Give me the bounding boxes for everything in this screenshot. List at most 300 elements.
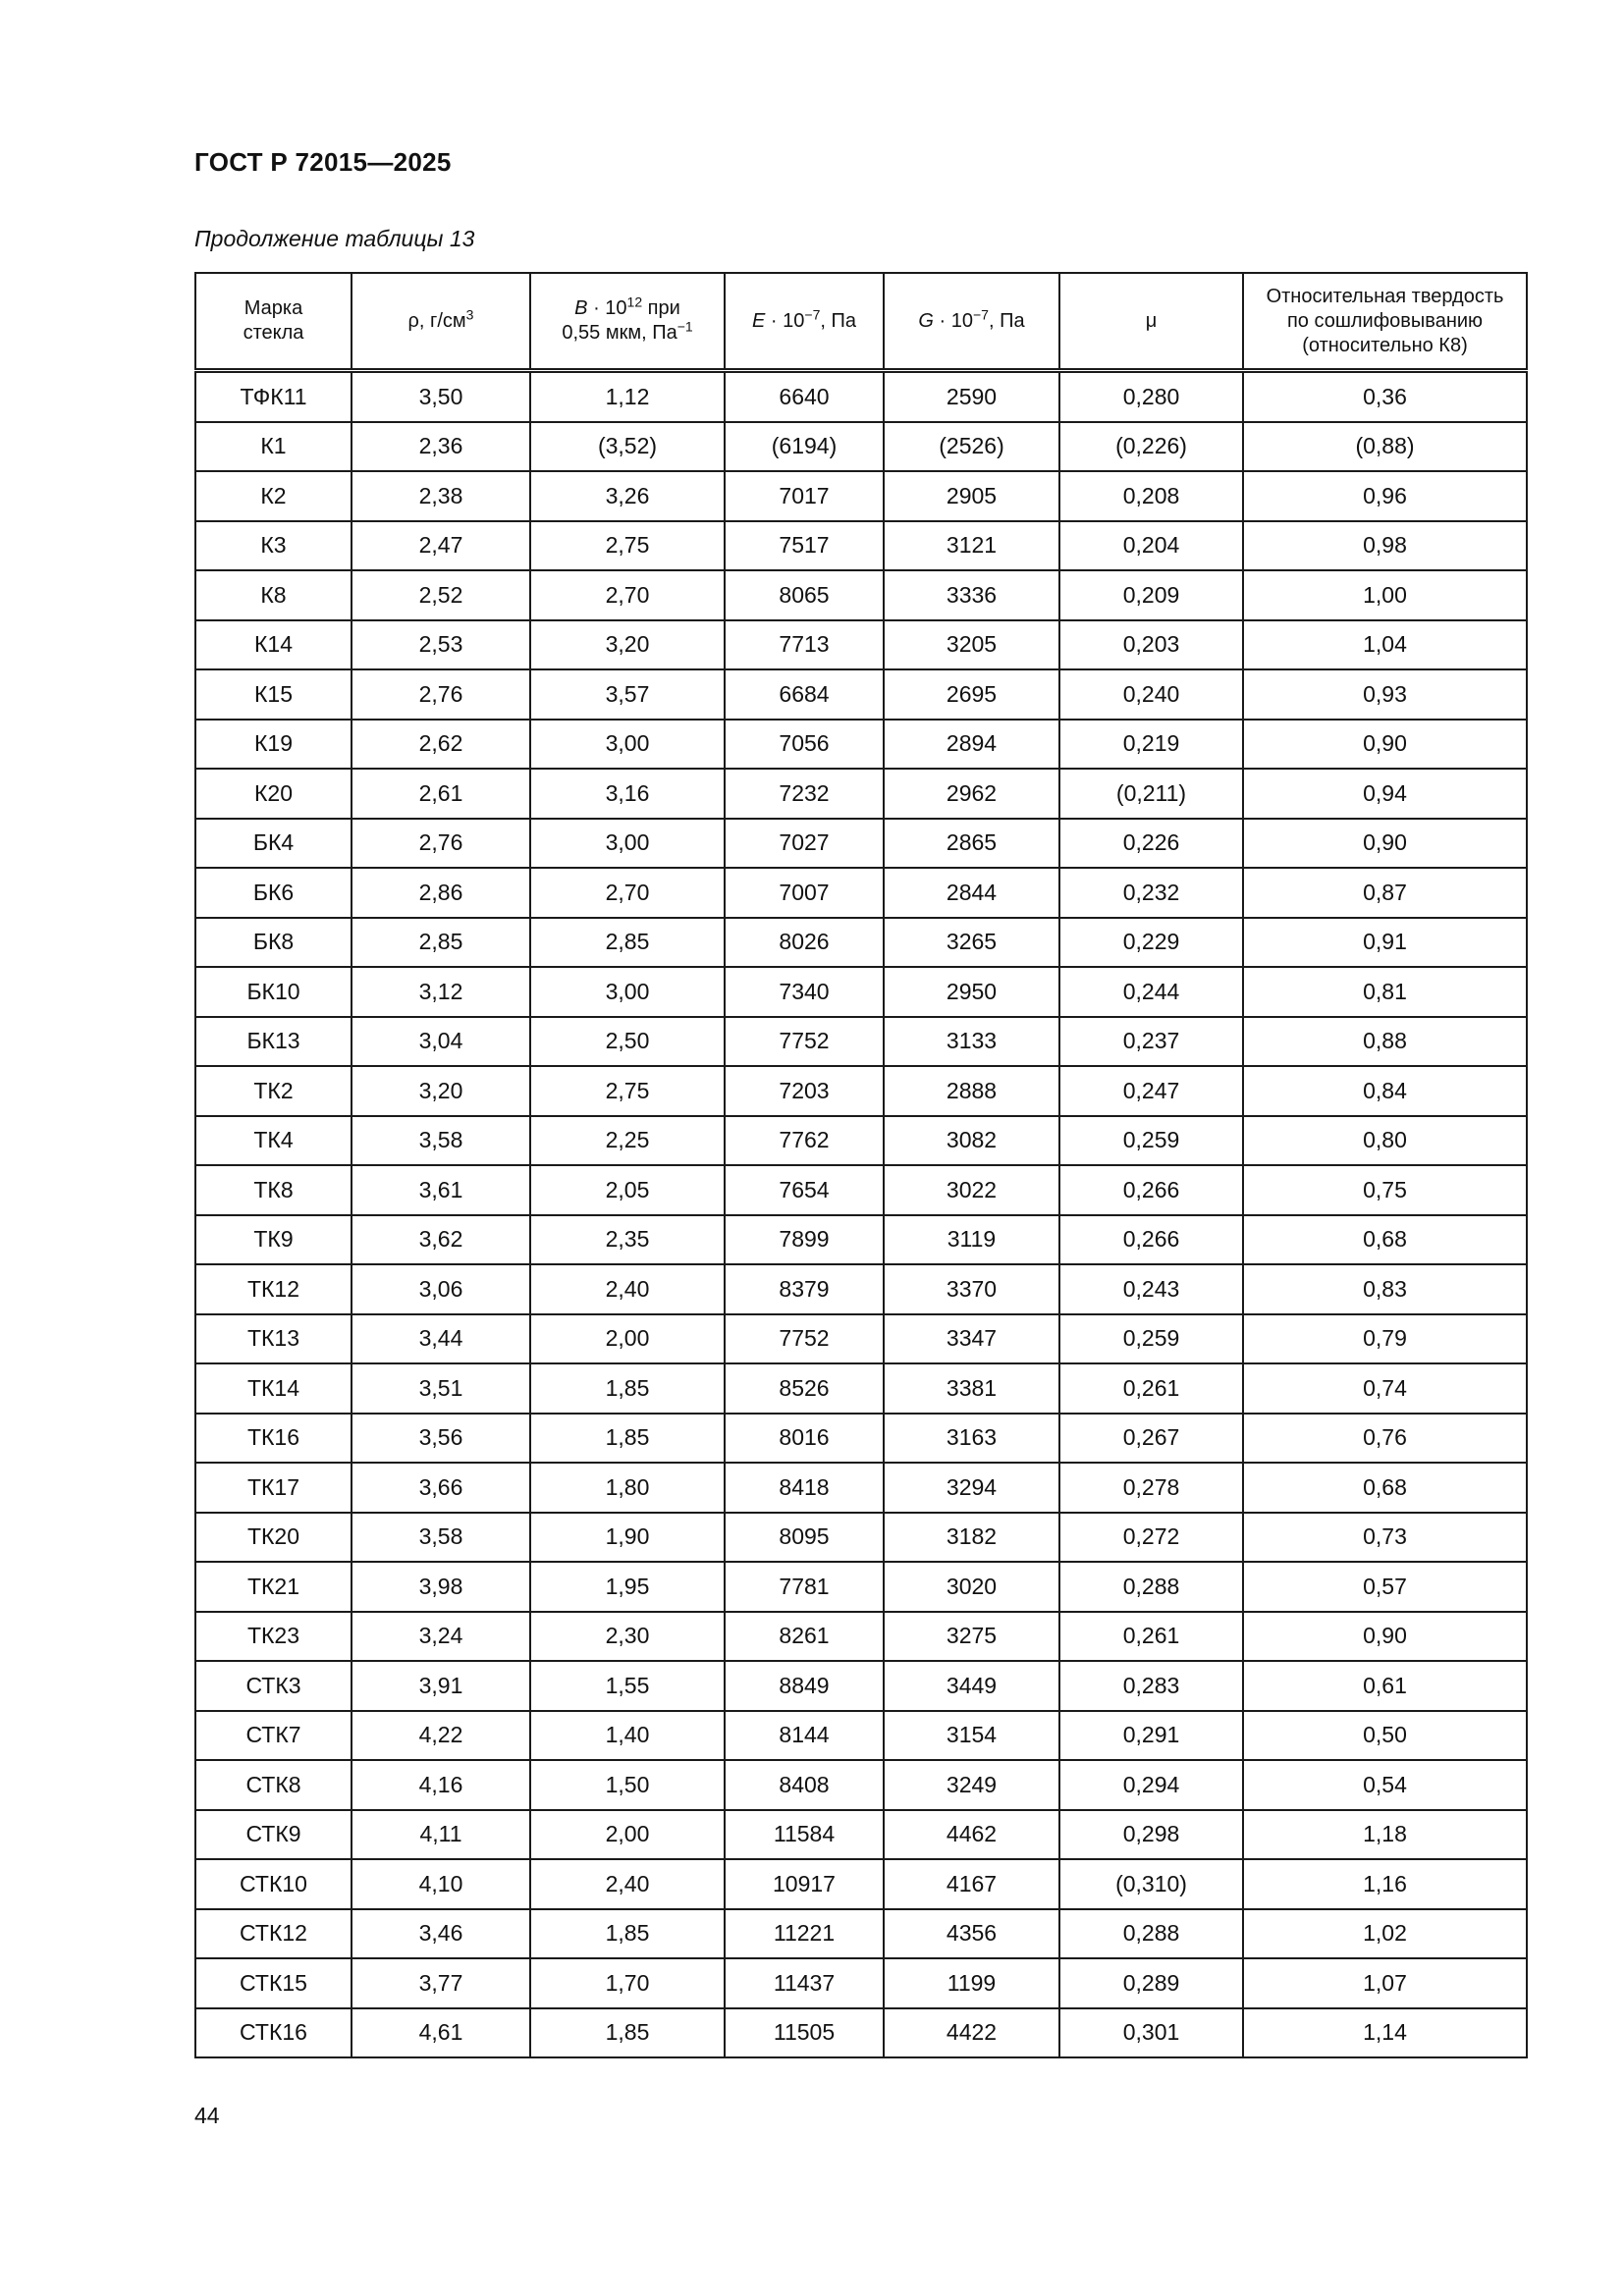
cell-b-coefficient: 2,75 xyxy=(530,1066,725,1116)
cell-relative-hardness: 0,75 xyxy=(1243,1165,1527,1215)
table-row xyxy=(195,2008,1527,2058)
cell-grade: ТК17 xyxy=(195,1463,352,1513)
cell-poisson-ratio: 0,240 xyxy=(1059,669,1243,720)
cell-relative-hardness: 0,76 xyxy=(1243,1414,1527,1464)
cell-b-coefficient: 2,00 xyxy=(530,1810,725,1860)
cell-poisson-ratio: 0,259 xyxy=(1059,1116,1243,1166)
cell-g-modulus: 3249 xyxy=(884,1760,1059,1810)
header-relative-hardness xyxy=(1243,273,1527,371)
cell-b-coefficient: 1,40 xyxy=(530,1711,725,1761)
cell-relative-hardness: 1,16 xyxy=(1243,1859,1527,1909)
header-g-symbol: G xyxy=(918,309,934,332)
page-number: 44 xyxy=(194,2103,220,2128)
cell-e-modulus: 7899 xyxy=(725,1215,884,1265)
table-row xyxy=(195,1810,1527,1860)
cell-grade: ТФК11 xyxy=(195,371,352,422)
cell-e-modulus: 6684 xyxy=(725,669,884,720)
cell-e-modulus: 6640 xyxy=(725,371,884,422)
table-row xyxy=(195,1215,1527,1265)
cell-g-modulus: 3336 xyxy=(884,570,1059,620)
cell-b-coefficient: 3,00 xyxy=(530,819,725,869)
header-b-coefficient xyxy=(530,273,725,371)
cell-density: 2,86 xyxy=(352,868,530,918)
cell-relative-hardness: 0,90 xyxy=(1243,720,1527,770)
cell-poisson-ratio: 0,289 xyxy=(1059,1958,1243,2008)
cell-grade: БК13 xyxy=(195,1017,352,1067)
cell-b-coefficient: 2,05 xyxy=(530,1165,725,1215)
table-row xyxy=(195,1859,1527,1909)
header-b-tail: при xyxy=(642,297,680,319)
cell-density: 2,36 xyxy=(352,422,530,472)
cell-g-modulus: 3370 xyxy=(884,1264,1059,1314)
cell-density: 3,24 xyxy=(352,1612,530,1662)
cell-e-modulus: 7781 xyxy=(725,1562,884,1612)
cell-poisson-ratio: (0,226) xyxy=(1059,422,1243,472)
table-row xyxy=(195,1562,1527,1612)
cell-relative-hardness: 0,36 xyxy=(1243,371,1527,422)
cell-relative-hardness: 0,90 xyxy=(1243,1612,1527,1662)
cell-density: 3,51 xyxy=(352,1363,530,1414)
cell-density: 3,77 xyxy=(352,1958,530,2008)
cell-relative-hardness: (0,88) xyxy=(1243,422,1527,472)
cell-e-modulus: 7017 xyxy=(725,471,884,521)
cell-relative-hardness: 0,79 xyxy=(1243,1314,1527,1364)
table-caption: Продолжение таблицы 13 xyxy=(194,226,475,251)
cell-g-modulus: 2888 xyxy=(884,1066,1059,1116)
cell-density: 4,16 xyxy=(352,1760,530,1810)
header-mu-text: μ xyxy=(1145,309,1158,332)
cell-grade: К14 xyxy=(195,620,352,670)
cell-grade: БК8 xyxy=(195,918,352,968)
cell-poisson-ratio: 0,204 xyxy=(1059,521,1243,571)
header-e-modulus xyxy=(725,273,884,371)
header-density-text: ρ, г/см xyxy=(407,309,466,332)
cell-b-coefficient: 1,90 xyxy=(530,1513,725,1563)
cell-b-coefficient: 2,70 xyxy=(530,868,725,918)
header-b-line1 xyxy=(531,296,724,321)
cell-grade: К8 xyxy=(195,570,352,620)
cell-relative-hardness: 0,50 xyxy=(1243,1711,1527,1761)
cell-g-modulus: 3022 xyxy=(884,1165,1059,1215)
cell-b-coefficient: 1,85 xyxy=(530,1909,725,1959)
cell-b-coefficient: 3,16 xyxy=(530,769,725,819)
cell-e-modulus: 7654 xyxy=(725,1165,884,1215)
table-row xyxy=(195,1513,1527,1563)
cell-density: 3,66 xyxy=(352,1463,530,1513)
cell-grade: БК10 xyxy=(195,967,352,1017)
cell-b-coefficient: 1,55 xyxy=(530,1661,725,1711)
cell-density: 4,10 xyxy=(352,1859,530,1909)
table-row xyxy=(195,1017,1527,1067)
cell-density: 4,61 xyxy=(352,2008,530,2058)
cell-density: 2,61 xyxy=(352,769,530,819)
cell-poisson-ratio: (0,310) xyxy=(1059,1859,1243,1909)
glass-properties-table xyxy=(194,272,1528,2058)
cell-b-coefficient: 2,50 xyxy=(530,1017,725,1067)
cell-grade: ТК13 xyxy=(195,1314,352,1364)
cell-b-coefficient: 2,85 xyxy=(530,918,725,968)
cell-relative-hardness: 1,18 xyxy=(1243,1810,1527,1860)
table-row xyxy=(195,371,1527,422)
cell-grade: СТК16 xyxy=(195,2008,352,2058)
cell-e-modulus: 7056 xyxy=(725,720,884,770)
cell-density: 2,52 xyxy=(352,570,530,620)
cell-g-modulus: 2950 xyxy=(884,967,1059,1017)
header-density xyxy=(352,273,530,371)
cell-b-coefficient: 3,00 xyxy=(530,967,725,1017)
table-row xyxy=(195,1612,1527,1662)
cell-grade: ТК8 xyxy=(195,1165,352,1215)
cell-b-coefficient: 3,20 xyxy=(530,620,725,670)
cell-e-modulus: 8849 xyxy=(725,1661,884,1711)
cell-density: 4,22 xyxy=(352,1711,530,1761)
cell-e-modulus: 7752 xyxy=(725,1017,884,1067)
cell-e-modulus: 8408 xyxy=(725,1760,884,1810)
table-row xyxy=(195,967,1527,1017)
header-grade xyxy=(195,273,352,371)
cell-grade: ТК9 xyxy=(195,1215,352,1265)
cell-b-coefficient: 1,85 xyxy=(530,2008,725,2058)
table-row xyxy=(195,570,1527,620)
cell-b-coefficient: 3,57 xyxy=(530,669,725,720)
cell-grade: К15 xyxy=(195,669,352,720)
cell-e-modulus: 10917 xyxy=(725,1859,884,1909)
table-row xyxy=(195,868,1527,918)
cell-grade: К1 xyxy=(195,422,352,472)
table-row xyxy=(195,620,1527,670)
cell-g-modulus: 3381 xyxy=(884,1363,1059,1414)
header-g-modulus xyxy=(884,273,1059,371)
cell-density: 4,11 xyxy=(352,1810,530,1860)
cell-poisson-ratio: 0,203 xyxy=(1059,620,1243,670)
cell-density: 3,06 xyxy=(352,1264,530,1314)
cell-poisson-ratio: 0,247 xyxy=(1059,1066,1243,1116)
cell-poisson-ratio: 0,267 xyxy=(1059,1414,1243,1464)
cell-relative-hardness: 0,87 xyxy=(1243,868,1527,918)
cell-poisson-ratio: 0,209 xyxy=(1059,570,1243,620)
cell-e-modulus: 8095 xyxy=(725,1513,884,1563)
cell-poisson-ratio: 0,232 xyxy=(1059,868,1243,918)
cell-b-coefficient: 1,12 xyxy=(530,371,725,422)
table-row xyxy=(195,1414,1527,1464)
table-row xyxy=(195,1116,1527,1166)
cell-density: 3,98 xyxy=(352,1562,530,1612)
cell-density: 2,53 xyxy=(352,620,530,670)
cell-grade: СТК7 xyxy=(195,1711,352,1761)
table-row xyxy=(195,1958,1527,2008)
cell-density: 3,62 xyxy=(352,1215,530,1265)
table-row xyxy=(195,1463,1527,1513)
header-row xyxy=(195,273,1527,371)
cell-b-coefficient: 1,50 xyxy=(530,1760,725,1810)
cell-e-modulus: 8016 xyxy=(725,1414,884,1464)
cell-g-modulus: 4422 xyxy=(884,2008,1059,2058)
table-row xyxy=(195,720,1527,770)
table-row xyxy=(195,1661,1527,1711)
cell-density: 2,62 xyxy=(352,720,530,770)
cell-density: 3,56 xyxy=(352,1414,530,1464)
cell-poisson-ratio: 0,278 xyxy=(1059,1463,1243,1513)
cell-relative-hardness: 0,84 xyxy=(1243,1066,1527,1116)
header-b-exp: 12 xyxy=(626,294,643,310)
cell-poisson-ratio: 0,261 xyxy=(1059,1363,1243,1414)
cell-grade: ТК23 xyxy=(195,1612,352,1662)
cell-relative-hardness: 0,81 xyxy=(1243,967,1527,1017)
cell-grade: СТК3 xyxy=(195,1661,352,1711)
cell-relative-hardness: 0,68 xyxy=(1243,1215,1527,1265)
cell-poisson-ratio: 0,237 xyxy=(1059,1017,1243,1067)
cell-poisson-ratio: 0,261 xyxy=(1059,1612,1243,1662)
cell-grade: ТК12 xyxy=(195,1264,352,1314)
cell-g-modulus: 3275 xyxy=(884,1612,1059,1662)
cell-g-modulus: 3119 xyxy=(884,1215,1059,1265)
cell-grade: ТК21 xyxy=(195,1562,352,1612)
cell-grade: К2 xyxy=(195,471,352,521)
cell-b-coefficient: 2,40 xyxy=(530,1264,725,1314)
table-row xyxy=(195,1909,1527,1959)
cell-relative-hardness: 0,73 xyxy=(1243,1513,1527,1563)
table-row xyxy=(195,422,1527,472)
cell-g-modulus: 2905 xyxy=(884,471,1059,521)
cell-relative-hardness: 0,54 xyxy=(1243,1760,1527,1810)
cell-relative-hardness: 0,93 xyxy=(1243,669,1527,720)
cell-relative-hardness: 0,74 xyxy=(1243,1363,1527,1414)
cell-relative-hardness: 0,88 xyxy=(1243,1017,1527,1067)
cell-g-modulus: 3133 xyxy=(884,1017,1059,1067)
document-header: ГОСТ Р 72015—2025 xyxy=(194,147,452,177)
cell-e-modulus: 7007 xyxy=(725,868,884,918)
cell-g-modulus: 3154 xyxy=(884,1711,1059,1761)
table-row xyxy=(195,819,1527,869)
table-row xyxy=(195,1264,1527,1314)
header-e-mult: · 10 xyxy=(765,309,805,332)
cell-grade: ТК20 xyxy=(195,1513,352,1563)
cell-e-modulus: 11584 xyxy=(725,1810,884,1860)
cell-relative-hardness: 1,07 xyxy=(1243,1958,1527,2008)
cell-g-modulus: 3121 xyxy=(884,521,1059,571)
cell-density: 3,91 xyxy=(352,1661,530,1711)
cell-grade: СТК15 xyxy=(195,1958,352,2008)
cell-b-coefficient: 2,40 xyxy=(530,1859,725,1909)
cell-e-modulus: 7203 xyxy=(725,1066,884,1116)
table-row xyxy=(195,1760,1527,1810)
table-head xyxy=(195,273,1527,371)
cell-e-modulus: 8379 xyxy=(725,1264,884,1314)
cell-e-modulus: 8526 xyxy=(725,1363,884,1414)
table-row xyxy=(195,1363,1527,1414)
cell-grade: ТК16 xyxy=(195,1414,352,1464)
table-row xyxy=(195,1165,1527,1215)
cell-poisson-ratio: 0,243 xyxy=(1059,1264,1243,1314)
header-b-line2-exp: −1 xyxy=(677,318,693,335)
cell-density: 2,76 xyxy=(352,819,530,869)
cell-e-modulus: (6194) xyxy=(725,422,884,472)
cell-e-modulus: 8261 xyxy=(725,1612,884,1662)
cell-relative-hardness: 0,68 xyxy=(1243,1463,1527,1513)
cell-g-modulus: 3020 xyxy=(884,1562,1059,1612)
cell-b-coefficient: 1,80 xyxy=(530,1463,725,1513)
cell-density: 2,47 xyxy=(352,521,530,571)
cell-density: 3,44 xyxy=(352,1314,530,1364)
cell-g-modulus: 2844 xyxy=(884,868,1059,918)
table-row xyxy=(195,1711,1527,1761)
header-b-mult: · 10 xyxy=(587,297,627,319)
cell-b-coefficient: 1,85 xyxy=(530,1363,725,1414)
header-b-symbol: B xyxy=(574,297,588,319)
cell-relative-hardness: 0,90 xyxy=(1243,819,1527,869)
header-b-line2-text: 0,55 мкм, Па xyxy=(562,322,677,344)
cell-relative-hardness: 0,94 xyxy=(1243,769,1527,819)
table-row xyxy=(195,769,1527,819)
cell-grade: БК6 xyxy=(195,868,352,918)
cell-poisson-ratio: 0,280 xyxy=(1059,371,1243,422)
table-row xyxy=(195,471,1527,521)
table-row xyxy=(195,669,1527,720)
cell-g-modulus: 4462 xyxy=(884,1810,1059,1860)
cell-relative-hardness: 0,98 xyxy=(1243,521,1527,571)
cell-density: 2,38 xyxy=(352,471,530,521)
cell-g-modulus: 2865 xyxy=(884,819,1059,869)
cell-g-modulus: 4167 xyxy=(884,1859,1059,1909)
cell-density: 2,85 xyxy=(352,918,530,968)
cell-e-modulus: 7762 xyxy=(725,1116,884,1166)
cell-density: 3,58 xyxy=(352,1513,530,1563)
cell-b-coefficient: 2,35 xyxy=(530,1215,725,1265)
cell-e-modulus: 11505 xyxy=(725,2008,884,2058)
cell-poisson-ratio: 0,294 xyxy=(1059,1760,1243,1810)
cell-g-modulus: (2526) xyxy=(884,422,1059,472)
cell-b-coefficient: 2,30 xyxy=(530,1612,725,1662)
cell-poisson-ratio: 0,283 xyxy=(1059,1661,1243,1711)
header-grade-text: Марка стекла xyxy=(243,297,304,344)
cell-e-modulus: 7752 xyxy=(725,1314,884,1364)
cell-relative-hardness: 0,83 xyxy=(1243,1264,1527,1314)
cell-density: 2,76 xyxy=(352,669,530,720)
header-g-exp: −7 xyxy=(973,305,989,322)
cell-g-modulus: 3265 xyxy=(884,918,1059,968)
cell-grade: К3 xyxy=(195,521,352,571)
glass-properties-table-container xyxy=(194,272,1526,2058)
cell-b-coefficient: 3,00 xyxy=(530,720,725,770)
cell-grade: СТК12 xyxy=(195,1909,352,1959)
cell-g-modulus: 3205 xyxy=(884,620,1059,670)
table-row xyxy=(195,918,1527,968)
cell-grade: СТК8 xyxy=(195,1760,352,1810)
cell-poisson-ratio: 0,288 xyxy=(1059,1909,1243,1959)
cell-density: 3,12 xyxy=(352,967,530,1017)
cell-grade: К20 xyxy=(195,769,352,819)
cell-poisson-ratio: 0,266 xyxy=(1059,1215,1243,1265)
cell-density: 3,50 xyxy=(352,371,530,422)
header-e-tail: , Па xyxy=(820,309,856,332)
cell-density: 3,58 xyxy=(352,1116,530,1166)
table-row xyxy=(195,1066,1527,1116)
cell-relative-hardness: 0,57 xyxy=(1243,1562,1527,1612)
cell-b-coefficient: 1,95 xyxy=(530,1562,725,1612)
cell-poisson-ratio: 0,219 xyxy=(1059,720,1243,770)
cell-e-modulus: 7713 xyxy=(725,620,884,670)
cell-b-coefficient: 2,75 xyxy=(530,521,725,571)
header-density-exp: 3 xyxy=(465,305,474,322)
header-g-mult: · 10 xyxy=(933,309,973,332)
cell-relative-hardness: 1,14 xyxy=(1243,2008,1527,2058)
cell-g-modulus: 3449 xyxy=(884,1661,1059,1711)
cell-b-coefficient: 2,70 xyxy=(530,570,725,620)
cell-poisson-ratio: 0,226 xyxy=(1059,819,1243,869)
cell-poisson-ratio: 0,291 xyxy=(1059,1711,1243,1761)
cell-poisson-ratio: (0,211) xyxy=(1059,769,1243,819)
cell-g-modulus: 2695 xyxy=(884,669,1059,720)
cell-grade: СТК10 xyxy=(195,1859,352,1909)
cell-relative-hardness: 1,00 xyxy=(1243,570,1527,620)
cell-grade: ТК14 xyxy=(195,1363,352,1414)
cell-grade: СТК9 xyxy=(195,1810,352,1860)
cell-e-modulus: 7232 xyxy=(725,769,884,819)
cell-b-coefficient: 3,26 xyxy=(530,471,725,521)
cell-b-coefficient: 2,00 xyxy=(530,1314,725,1364)
cell-b-coefficient: 1,70 xyxy=(530,1958,725,2008)
cell-relative-hardness: 1,04 xyxy=(1243,620,1527,670)
cell-density: 3,20 xyxy=(352,1066,530,1116)
cell-poisson-ratio: 0,298 xyxy=(1059,1810,1243,1860)
cell-e-modulus: 8144 xyxy=(725,1711,884,1761)
cell-e-modulus: 8065 xyxy=(725,570,884,620)
cell-g-modulus: 1199 xyxy=(884,1958,1059,2008)
cell-relative-hardness: 1,02 xyxy=(1243,1909,1527,1959)
cell-g-modulus: 3294 xyxy=(884,1463,1059,1513)
cell-relative-hardness: 0,80 xyxy=(1243,1116,1527,1166)
cell-b-coefficient: 1,85 xyxy=(530,1414,725,1464)
cell-e-modulus: 7517 xyxy=(725,521,884,571)
cell-b-coefficient: 2,25 xyxy=(530,1116,725,1166)
cell-poisson-ratio: 0,244 xyxy=(1059,967,1243,1017)
cell-poisson-ratio: 0,301 xyxy=(1059,2008,1243,2058)
cell-e-modulus: 7027 xyxy=(725,819,884,869)
cell-e-modulus: 11437 xyxy=(725,1958,884,2008)
cell-g-modulus: 3347 xyxy=(884,1314,1059,1364)
cell-poisson-ratio: 0,266 xyxy=(1059,1165,1243,1215)
cell-relative-hardness: 0,61 xyxy=(1243,1661,1527,1711)
cell-relative-hardness: 0,91 xyxy=(1243,918,1527,968)
header-e-exp: −7 xyxy=(804,305,821,322)
cell-g-modulus: 2590 xyxy=(884,371,1059,422)
cell-e-modulus: 7340 xyxy=(725,967,884,1017)
cell-density: 3,46 xyxy=(352,1909,530,1959)
cell-poisson-ratio: 0,208 xyxy=(1059,471,1243,521)
cell-density: 3,61 xyxy=(352,1165,530,1215)
cell-density: 3,04 xyxy=(352,1017,530,1067)
cell-g-modulus: 3082 xyxy=(884,1116,1059,1166)
cell-g-modulus: 4356 xyxy=(884,1909,1059,1959)
cell-b-coefficient: (3,52) xyxy=(530,422,725,472)
header-hardness-text: Относительная твердость по сошлифовыванию (относительно К8) xyxy=(1266,285,1504,356)
table-row xyxy=(195,521,1527,571)
cell-grade: К19 xyxy=(195,720,352,770)
cell-g-modulus: 3182 xyxy=(884,1513,1059,1563)
header-e-symbol: E xyxy=(752,309,766,332)
header-poisson-ratio xyxy=(1059,273,1243,371)
cell-e-modulus: 8418 xyxy=(725,1463,884,1513)
cell-e-modulus: 8026 xyxy=(725,918,884,968)
cell-poisson-ratio: 0,272 xyxy=(1059,1513,1243,1563)
header-b-line2 xyxy=(531,318,724,346)
cell-poisson-ratio: 0,229 xyxy=(1059,918,1243,968)
cell-e-modulus: 11221 xyxy=(725,1909,884,1959)
cell-poisson-ratio: 0,259 xyxy=(1059,1314,1243,1364)
cell-g-modulus: 2894 xyxy=(884,720,1059,770)
cell-grade: ТК4 xyxy=(195,1116,352,1166)
table-body xyxy=(195,371,1527,2058)
